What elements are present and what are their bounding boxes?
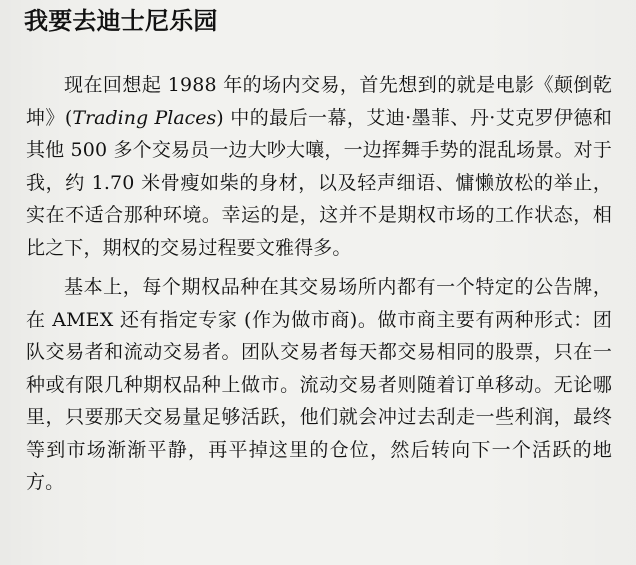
section-title: 我要去迪士尼乐园 — [24, 7, 218, 35]
paragraph-1-before-italic: 现在回想起 1988 年的场内交易，首先想到的就是电影《颠倒乾坤》( — [26, 74, 612, 129]
body-text — [26, 69, 612, 499]
paragraph-2: 基本上，每个期权品种在其交易场所内都有一个特定的公告牌，在 AMEX 还有指定专家 (作为做市商)。做市商主要有两种形式：团队交易者和流动交易者。团队交易者每天都交易相同的股票，只在一种或有限几种期权品种上做市。流动交易者则随着订单移动。无论哪里，只要那天交易量足够活跃，他们就会冲过去刮走一些利润，最终等到市场渐渐平静，再平掉这里的仓位，然后转向下一个活跃的地方。 — [26, 276, 612, 493]
paragraph-1 — [26, 69, 612, 264]
film-title-italic: Trading Places — [72, 106, 217, 129]
paragraph-1-after-italic: ) 中的最后一幕，艾迪·墨菲、丹·艾克罗伊德和其他 500 多个交易员一边大吵大嚷，一边挥舞手势的混乱场景。对于我，约 1.70 米骨瘦如柴的身材，以及轻声细语、慵懒放松的举止，实在不适合那种环境。幸运的是，这并不是期权市场的工作状态，相比之下，期权的交易过程要文雅得多。 — [26, 106, 612, 259]
